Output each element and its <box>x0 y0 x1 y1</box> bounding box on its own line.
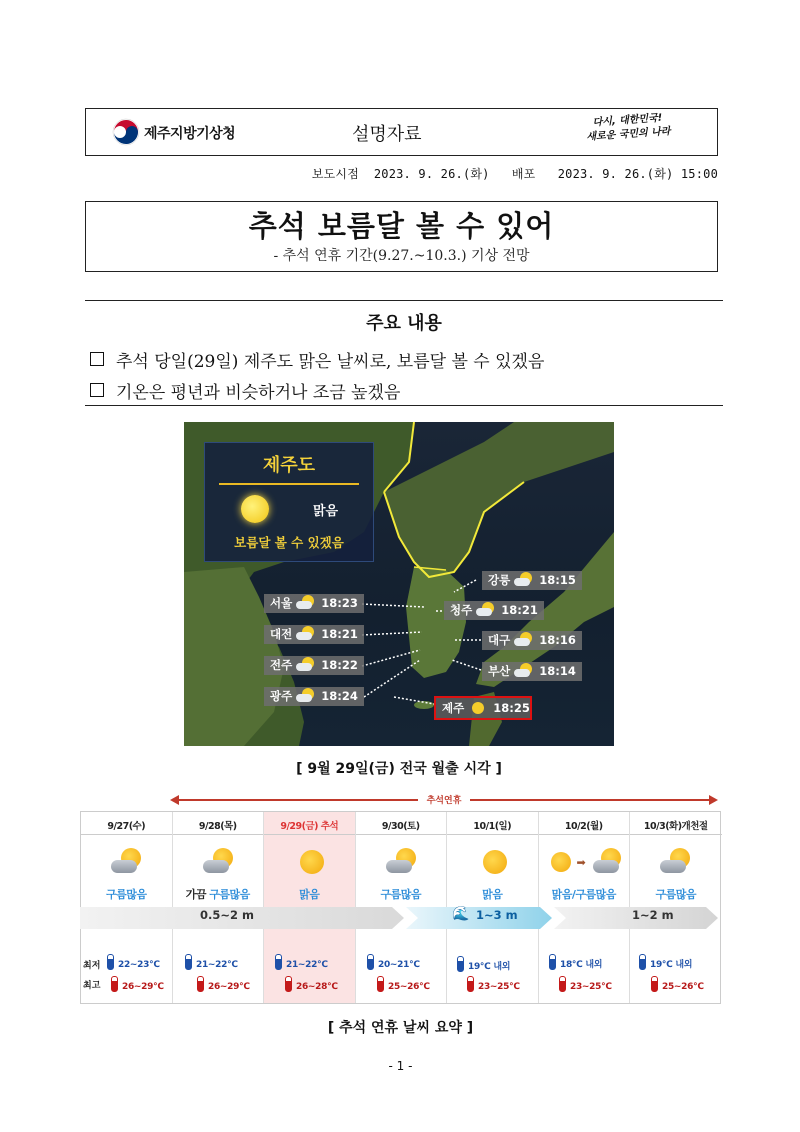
high-temp <box>111 974 164 993</box>
forecast-date: 9/27(수) <box>107 821 146 832</box>
high-temp <box>559 974 612 993</box>
city-name: 청주 <box>450 603 473 617</box>
weather-text: 구름많음 <box>380 888 421 901</box>
weather-label <box>539 886 630 902</box>
weather-label <box>630 886 722 902</box>
partly-cloudy-icon <box>514 634 534 646</box>
slogan-line-1: 다시, 대한민국! <box>592 112 663 129</box>
low-temp <box>457 954 510 973</box>
partly-cloudy-icon <box>296 628 316 640</box>
moonrise-time: 18:14 <box>539 664 576 678</box>
holiday-label: 추석연휴 <box>426 796 462 806</box>
high-temp-value: 25~26℃ <box>388 982 430 992</box>
low-temp-value: 18℃ 내외 <box>560 960 603 970</box>
weather-label <box>173 886 264 902</box>
summary-item <box>90 347 544 372</box>
city-label-daegu <box>482 631 582 650</box>
moonrise-time: 18:23 <box>321 596 358 610</box>
thermometer-icon <box>275 954 282 970</box>
low-temp <box>107 952 160 971</box>
thermometer-icon <box>639 954 646 970</box>
high-temp-value: 26~28℃ <box>296 982 338 992</box>
city-label-cheongju <box>444 601 544 620</box>
low-temp <box>185 952 238 971</box>
city-label-daejeon <box>264 625 364 644</box>
moonrise-time: 18:22 <box>321 658 358 672</box>
divider <box>85 300 723 301</box>
partly-cloudy-icon <box>296 597 316 609</box>
city-label-busan <box>482 662 582 681</box>
page-subtitle: - 추석 연휴 기간(9.27.~10.3.) 기상 전망 <box>273 248 530 264</box>
thermometer-icon <box>107 954 114 970</box>
wave-height-label: 1~2 m <box>632 908 674 922</box>
jeju-message: 보름달 볼 수 있겠음 <box>234 535 344 550</box>
moonrise-time: 18:21 <box>321 627 358 641</box>
summary-item <box>90 378 400 403</box>
thermometer-icon <box>377 976 384 992</box>
government-logo-icon <box>112 118 140 146</box>
divider <box>219 483 359 485</box>
forecast-date: 9/28(목) <box>198 821 237 832</box>
checkbox-square-icon <box>90 352 104 366</box>
city-name: 부산 <box>488 664 511 678</box>
partly-cloudy-icon <box>199 846 239 878</box>
moonrise-map <box>184 422 614 746</box>
document-type: 설명자료 <box>352 124 422 145</box>
forecast-date: 10/2(월) <box>564 821 603 832</box>
wave-icon: 🌊 <box>452 906 470 922</box>
city-label-jeju <box>434 696 532 720</box>
wave-height-label: 0.5~2 m <box>200 908 254 922</box>
thermometer-icon <box>285 976 292 992</box>
low-temp-value: 20~21℃ <box>378 960 420 970</box>
low-temp-value: 21~22℃ <box>196 960 238 970</box>
low-temp-label: 최저 <box>83 961 101 971</box>
sun-to-cloudy-icon <box>547 846 627 878</box>
forecast-date: 10/1(일) <box>473 821 512 832</box>
weather-label <box>81 886 172 902</box>
city-label-gangneung <box>482 571 582 590</box>
city-name: 광주 <box>270 689 293 703</box>
high-temp <box>197 974 250 993</box>
thermometer-icon <box>197 976 204 992</box>
map-caption: [ 9월 29일(금) 전국 월출 시각 ] <box>296 761 502 777</box>
city-name: 서울 <box>270 596 293 610</box>
checkbox-square-icon <box>90 383 104 397</box>
weather-label <box>264 886 355 902</box>
city-name: 전주 <box>270 658 293 672</box>
high-temp-label: 최고 <box>83 981 101 991</box>
low-temp <box>639 952 692 971</box>
wave-height-bar <box>80 906 721 930</box>
page-title: 추석 보름달 볼 수 있어 <box>248 209 555 243</box>
low-temp-value: 19℃ 내외 <box>650 960 693 970</box>
partly-cloudy-icon <box>656 846 696 878</box>
summary-item-text: 추석 당일(29일) 제주도 맑은 날씨로, 보름달 볼 수 있겠음 <box>116 352 545 372</box>
summary-item-text: 기온은 평년과 비슷하거나 조금 높겠음 <box>116 383 401 403</box>
arrow-right-icon: ➡ <box>576 856 586 869</box>
wave-height-label: 1~3 m <box>476 908 518 922</box>
partly-cloudy-icon <box>476 604 496 616</box>
thermometer-icon <box>559 976 566 992</box>
weather-text: 구름많음 <box>105 888 147 901</box>
partly-cloudy-icon <box>514 574 534 586</box>
high-temp-value: 23~25℃ <box>570 982 612 992</box>
partly-cloudy-icon <box>107 846 147 878</box>
agency-name: 제주지방기상청 <box>144 126 236 142</box>
city-label-jeonju <box>264 656 364 675</box>
high-temp <box>651 974 704 993</box>
low-temp-value: 21~22℃ <box>286 960 328 970</box>
city-label-seoul <box>264 594 364 613</box>
low-temp-value: 22~23℃ <box>118 960 160 970</box>
weather-text: 구름많음 <box>209 888 250 901</box>
partly-cloudy-icon <box>382 846 422 878</box>
forecast-date: 9/29(금) 추석 <box>280 821 339 832</box>
moonrise-time: 18:24 <box>321 689 358 703</box>
sun-icon <box>473 846 513 878</box>
city-name: 대전 <box>270 627 293 641</box>
high-temp <box>467 974 520 993</box>
page-number: - 1 - <box>388 1059 413 1073</box>
high-temp <box>377 974 430 993</box>
thermometer-icon <box>467 976 474 992</box>
sun-icon <box>290 846 330 878</box>
sun-icon <box>468 702 488 714</box>
moonrise-time: 18:15 <box>539 573 576 587</box>
low-temp <box>275 952 328 971</box>
weather-label <box>447 886 538 902</box>
high-temp-value: 23~25℃ <box>478 982 520 992</box>
jeju-forecast-panel <box>204 442 374 562</box>
forecast-date: 9/30(토) <box>381 821 420 832</box>
partly-cloudy-icon <box>296 659 316 671</box>
jeju-panel-title: 제주도 <box>262 455 316 476</box>
weather-text: 맑음 <box>299 888 320 901</box>
weather-text: 맑음 <box>482 888 503 901</box>
table-caption: [ 추석 연휴 날씨 요약 ] <box>327 1020 474 1036</box>
thermometer-icon <box>457 956 464 972</box>
city-label-gwangju <box>264 687 364 706</box>
forecast-date: 10/3(화)개천절 <box>643 821 708 832</box>
low-temp <box>549 952 602 971</box>
city-name: 대구 <box>488 633 511 647</box>
moonrise-time: 18:21 <box>501 603 538 617</box>
slogan-line-2: 새로운 국민의 나라 <box>586 126 671 143</box>
thermometer-icon <box>185 954 192 970</box>
moonrise-time: 18:25 <box>493 701 530 715</box>
low-temp-value: 19℃ 내외 <box>468 962 511 972</box>
partly-cloudy-icon <box>514 665 534 677</box>
thermometer-icon <box>651 976 658 992</box>
thermometer-icon <box>111 976 118 992</box>
weather-label <box>356 886 447 902</box>
thermometer-icon <box>367 954 374 970</box>
thermometer-icon <box>549 954 556 970</box>
jeju-condition: 맑음 <box>313 504 339 519</box>
high-temp-value: 26~29℃ <box>208 982 250 992</box>
city-name: 제주 <box>442 701 465 715</box>
divider <box>85 405 723 406</box>
high-temp-value: 26~29℃ <box>122 982 164 992</box>
sun-icon <box>241 495 269 523</box>
summary-heading: 주요 내용 <box>366 313 442 334</box>
weather-prefix: 가끔 <box>185 888 210 901</box>
city-name: 강릉 <box>488 573 511 587</box>
release-info: 보도시점 2023. 9. 26.(화) 배포 2023. 9. 26.(화) 15:00 <box>311 167 718 181</box>
partly-cloudy-icon <box>296 690 316 702</box>
low-temp <box>367 952 420 971</box>
moonrise-time: 18:16 <box>539 633 576 647</box>
weather-text: 구름많음 <box>655 888 696 901</box>
weather-text: 맑음/구름많음 <box>551 888 616 901</box>
high-temp-value: 25~26℃ <box>662 982 704 992</box>
high-temp <box>285 974 338 993</box>
